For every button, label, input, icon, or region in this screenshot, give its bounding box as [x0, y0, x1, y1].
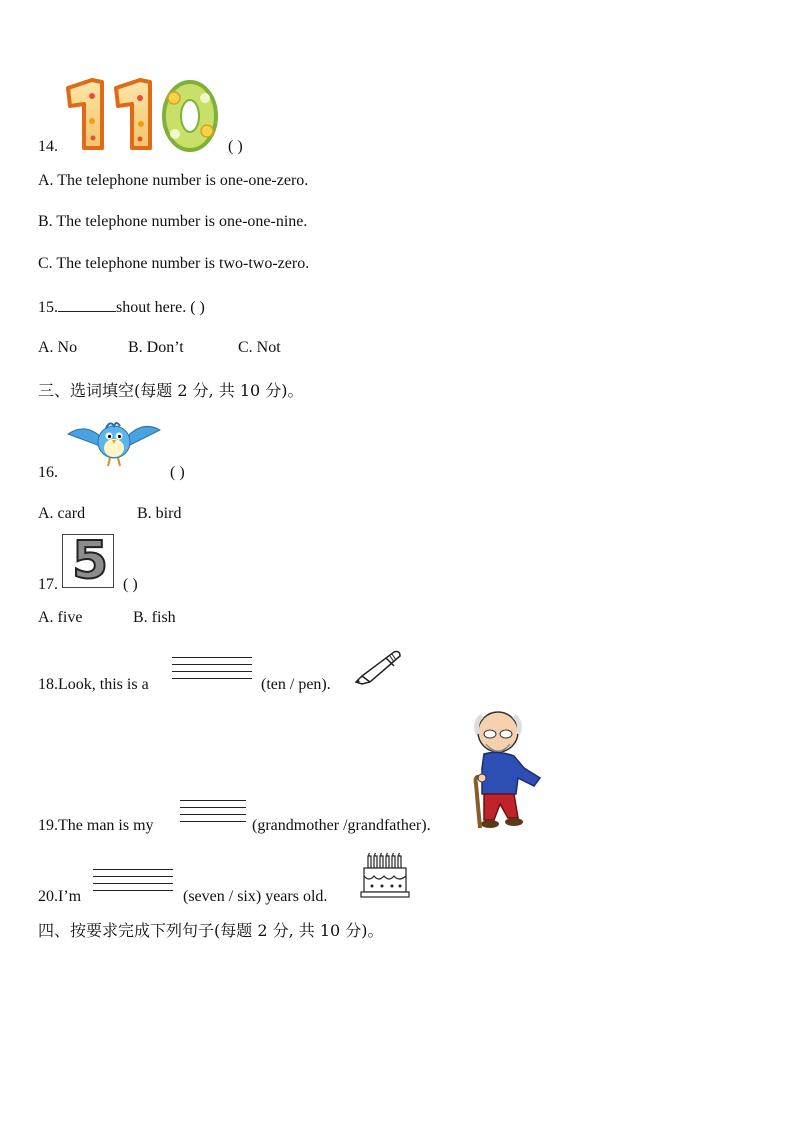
- q19-suffix: (grandmother /grandfather).: [252, 817, 431, 834]
- bird-image: [66, 416, 162, 470]
- pen-image: [352, 646, 404, 686]
- q14-option-a: A. The telephone number is one-one-zero.: [38, 172, 309, 189]
- q17-option-a: A. five: [38, 609, 83, 626]
- q20-prefix: 20.I’m: [38, 888, 82, 905]
- q16-option-b: B. bird: [137, 505, 182, 522]
- q17-answer-paren: ( ): [123, 576, 138, 593]
- number-110-image: [62, 76, 222, 154]
- q17-number: 17.: [38, 576, 58, 593]
- q14-answer-paren: ( ): [228, 138, 243, 155]
- q15-option-b: B. Don’t: [128, 339, 184, 356]
- q19-prefix: 19.The man is my: [38, 817, 154, 834]
- q16-answer-paren: ( ): [170, 464, 185, 481]
- grandfather-image: [468, 708, 548, 832]
- q14-option-c: C. The telephone number is two-two-zero.: [38, 255, 310, 272]
- q20-writing-lines[interactable]: [93, 869, 173, 897]
- q15-option-c: C. Not: [238, 339, 281, 356]
- q19-writing-lines[interactable]: [180, 800, 246, 828]
- q14-number: 14.: [38, 138, 58, 155]
- q15-line: [38, 297, 205, 317]
- section4-title: 四、按要求完成下列句子(每题 2 分, 共 10 分)。: [38, 921, 384, 940]
- q14-option-b: B. The telephone number is one-one-nine.: [38, 213, 308, 230]
- section3-title: 三、选词填空(每题 2 分, 共 10 分)。: [38, 381, 304, 400]
- q18-prefix: 18.Look, this is a: [38, 676, 149, 693]
- q16-option-a: A. card: [38, 505, 86, 522]
- q15-text: shout here. ( ): [116, 299, 205, 316]
- q18-writing-lines[interactable]: [172, 657, 252, 685]
- q18-suffix: (ten / pen).: [261, 676, 331, 693]
- birthday-cake-image: [360, 852, 410, 900]
- q16-number: 16.: [38, 464, 58, 481]
- q15-number: 15.: [38, 299, 58, 316]
- digit-5-image: [62, 531, 114, 591]
- q20-suffix: (seven / six) years old.: [183, 888, 328, 905]
- q15-blank[interactable]: [58, 297, 116, 312]
- q17-option-b: B. fish: [133, 609, 176, 626]
- q15-option-a: A. No: [38, 339, 78, 356]
- digit-5-glyph: 5: [72, 531, 109, 591]
